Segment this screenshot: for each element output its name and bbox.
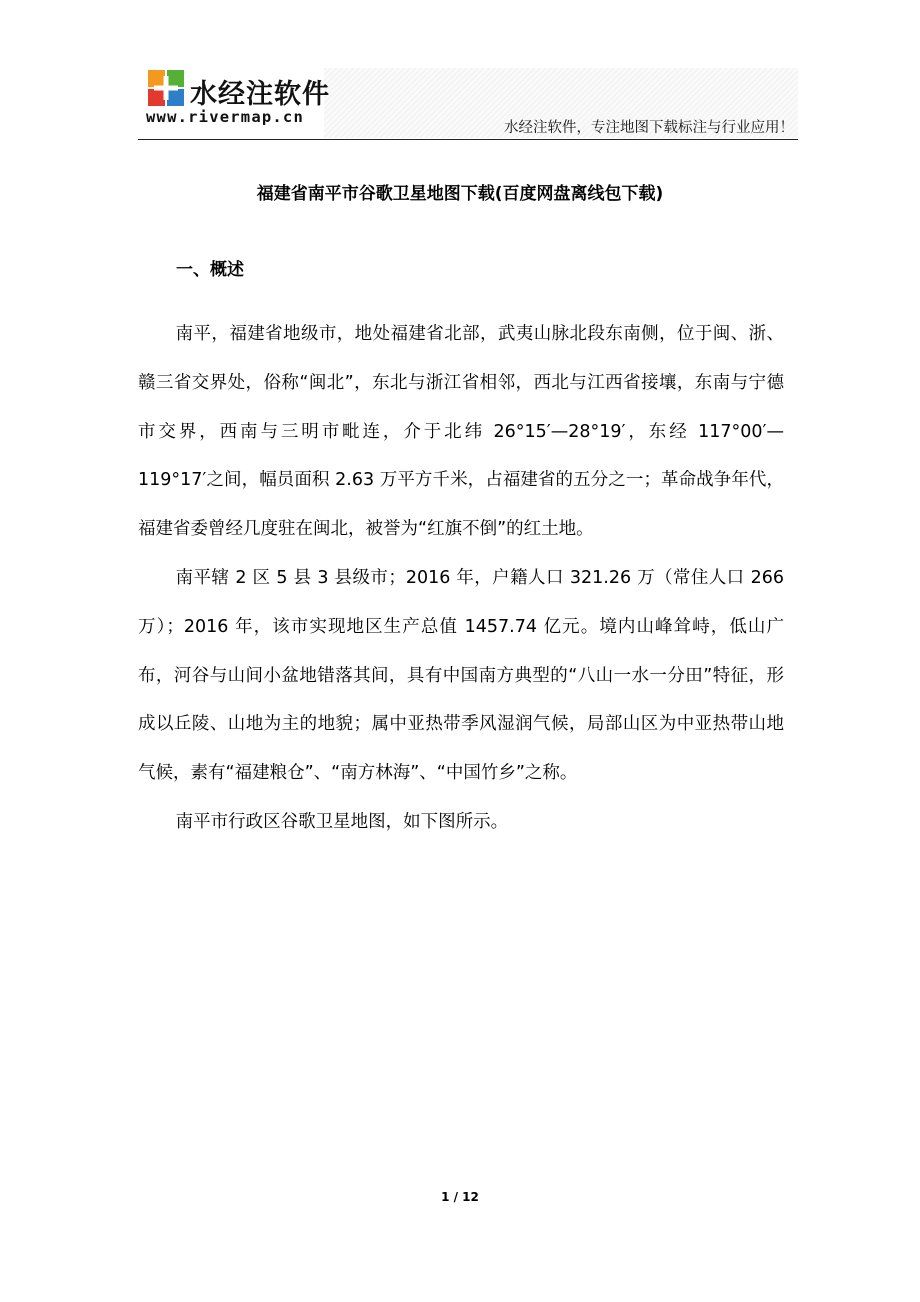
- logo-cross-vertical: [164, 76, 169, 100]
- logo-square-green: [167, 70, 184, 87]
- section-heading-overview: 一、概述: [176, 260, 244, 280]
- paragraph-map-intro: 南平市行政区谷歌卫星地图，如下图所示。: [175, 812, 509, 832]
- page-number: 1 / 12: [441, 1190, 479, 1204]
- page-header: [138, 64, 798, 140]
- paragraph-overview-location: 南平，福建省地级市，地处福建省北部，武夷山脉北段东南侧，位于闽、浙、赣三省交界处，俗称“闽北”，东北与浙江省相邻，西北与江西省接壤，东南与宁德市交界，西南与三明市毗连，介于北纬 26°15′—28°19′，东经 117°00′—119°17′之间，幅员面积 2.63 万平方千米，占福建省的五分之一；革命战争年代，福建省委曾经几度驻在闽北，被誉为“红旗不倒”的红土地。: [138, 324, 784, 540]
- logo-square-orange: [148, 70, 165, 87]
- logo-website-url: www.rivermap.cn: [146, 108, 304, 126]
- paragraph-overview-statistics: 南平辖 2 区 5 县 3 县级市；2016 年，户籍人口 321.26 万（常住人口 266 万）；2016 年，该市实现地区生产总值 1457.74 亿元。境内山峰耸峙，低山广布，河谷与山间小盆地错落其间，具有中国南方典型的“八山一水一分田”特征，形成以丘陵、山地为主的地貌；属中亚热带季风湿润气候，局部山区为中亚热带山地气候，素有“福建粮仓”、“南方林海”、“中国竹乡”之称。: [138, 568, 784, 784]
- logo-wordmark: 水经注软件: [190, 79, 330, 110]
- document-title: 福建省南平市谷歌卫星地图下载(百度网盘离线包下载): [256, 184, 664, 204]
- header-divider: [138, 139, 798, 140]
- logo-square-blue: [167, 89, 184, 106]
- rivermap-logo-icon: [148, 70, 184, 106]
- header-slogan: 水经注软件，专注地图下载标注与行业应用！: [504, 120, 794, 136]
- logo-square-red: [148, 89, 165, 106]
